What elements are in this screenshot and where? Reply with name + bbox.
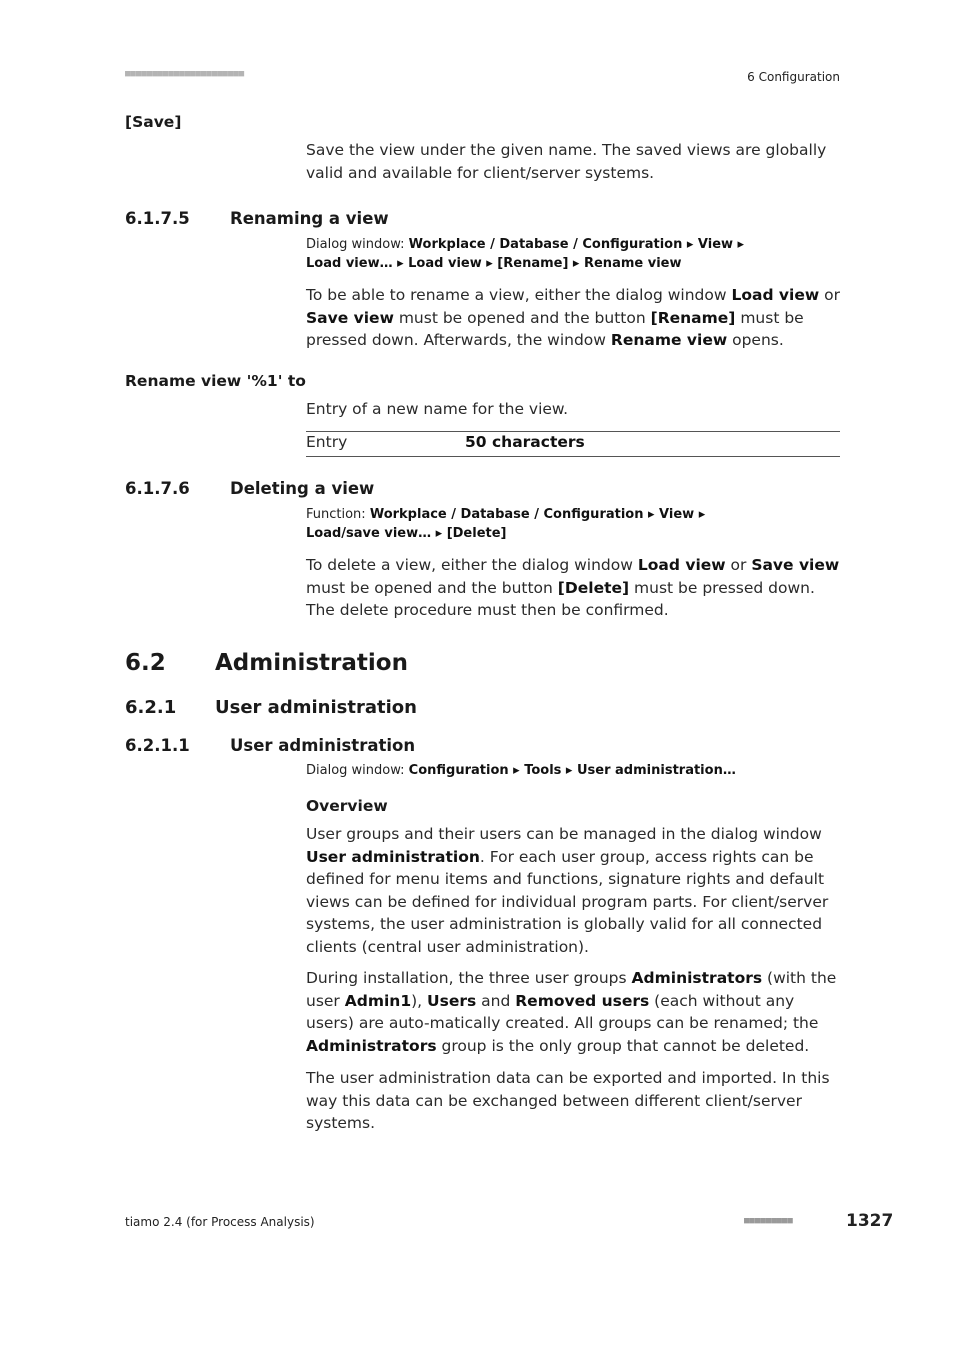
page-number: 1327 <box>846 1211 894 1231</box>
bold-text: Load view <box>731 286 820 304</box>
entry-table <box>306 431 840 457</box>
bold-text: Administrators <box>631 969 763 987</box>
bold-text: Administrators <box>306 1036 437 1055</box>
overview-paragraph-3: The user administration data can be exported and imported. In this way this data can be exchanged between different client/server systems. <box>306 1069 830 1132</box>
heading-title: Administration <box>215 650 408 676</box>
entry-value: 50 characters <box>465 433 585 451</box>
text: and <box>476 991 516 1010</box>
bold-text: Load view <box>637 556 726 574</box>
delete-description <box>306 554 840 622</box>
function-path-delete <box>306 505 766 543</box>
bold-text: [Delete] <box>557 578 630 597</box>
rename-field-description: Entry of a new name for the view. <box>306 400 569 418</box>
text: (with the user <box>306 969 837 1010</box>
heading-number: 6.1.7.6 <box>125 479 190 498</box>
overview-paragraph-2 <box>306 967 840 1057</box>
path-label: Dialog window: <box>306 763 409 778</box>
heading-number: 6.2.1 <box>125 697 177 718</box>
bold-text: Users <box>427 991 477 1010</box>
text: must be opened and the button <box>393 308 651 327</box>
heading-title: Deleting a view <box>230 479 375 498</box>
heading-title: Renaming a view <box>230 209 389 228</box>
heading-number: 6.1.7.5 <box>125 209 190 228</box>
text: User groups and their users can be managed in the dialog window <box>306 825 822 843</box>
heading-title: User administration <box>230 736 416 755</box>
overview-paragraph-1 <box>306 823 840 958</box>
bold-text: Removed users <box>515 991 650 1010</box>
heading-number: 6.2 <box>125 650 166 676</box>
text: . For each user group, access rights can be defined for menu items and functions, signature rights and default views can be defined for individual program parts. For client/server systems, the user administration is globally valid for all connected clients (central user administration). <box>306 847 829 956</box>
path-label: Dialog window: <box>306 237 409 252</box>
rename-description <box>306 284 840 352</box>
save-term: [Save] <box>125 113 182 131</box>
text: To be able to rename a view, either the dialog window <box>306 286 732 304</box>
bold-text: Admin1 <box>344 991 412 1010</box>
overview-heading: Overview <box>306 797 388 815</box>
dialog-path-rename <box>306 235 766 273</box>
header-chapter: 6 Configuration <box>747 70 840 84</box>
heading-title: User administration <box>215 697 417 718</box>
bold-text: User administration <box>306 847 480 866</box>
bold-text: Save view <box>751 556 840 574</box>
path-value: Workplace / Database / Configuration ▸ View ▸ Load/save view… ▸ [Delete] <box>306 507 706 541</box>
text: must be pressed down. The delete procedure must then be confirmed. <box>306 578 815 619</box>
text: During installation, the three user groups <box>306 969 632 987</box>
footer-decoration: ■■■■■■■■■ <box>744 1217 793 1226</box>
text: To delete a view, either the dialog window <box>306 556 638 574</box>
bold-text: [Rename] <box>650 308 736 327</box>
path-value: Workplace / Database / Configuration ▸ View ▸ Load view… ▸ Load view ▸ [Rename] ▸ Rename view <box>306 237 745 271</box>
rename-field-term: Rename view '%1' to <box>125 372 306 390</box>
header-decoration: ■■■■■■■■■■■■■■■■■■■■■■ <box>125 70 245 79</box>
text: opens. <box>727 331 784 349</box>
bold-text: Save view <box>306 308 394 327</box>
bold-text: Rename view <box>610 331 728 349</box>
entry-label: Entry <box>306 433 348 451</box>
heading-number: 6.2.1.1 <box>125 736 190 755</box>
text: must be opened and the button <box>306 578 558 597</box>
path-value: Configuration ▸ Tools ▸ User administration… <box>408 763 736 778</box>
text: or <box>819 286 840 304</box>
text: ), <box>411 991 428 1010</box>
dialog-path-user-admin <box>306 761 840 780</box>
text: must be pressed down. Afterwards, the window <box>306 308 804 349</box>
footer-product: tiamo 2.4 (for Process Analysis) <box>125 1215 315 1229</box>
save-description: Save the view under the given name. The saved views are globally valid and available for client/server systems. <box>306 141 827 182</box>
text: (each without any users) are auto-matically created. All groups can be renamed; the <box>306 991 819 1032</box>
text: or <box>725 556 752 574</box>
text: group is the only group that cannot be deleted. <box>436 1036 810 1055</box>
path-label: Function: <box>306 507 370 522</box>
